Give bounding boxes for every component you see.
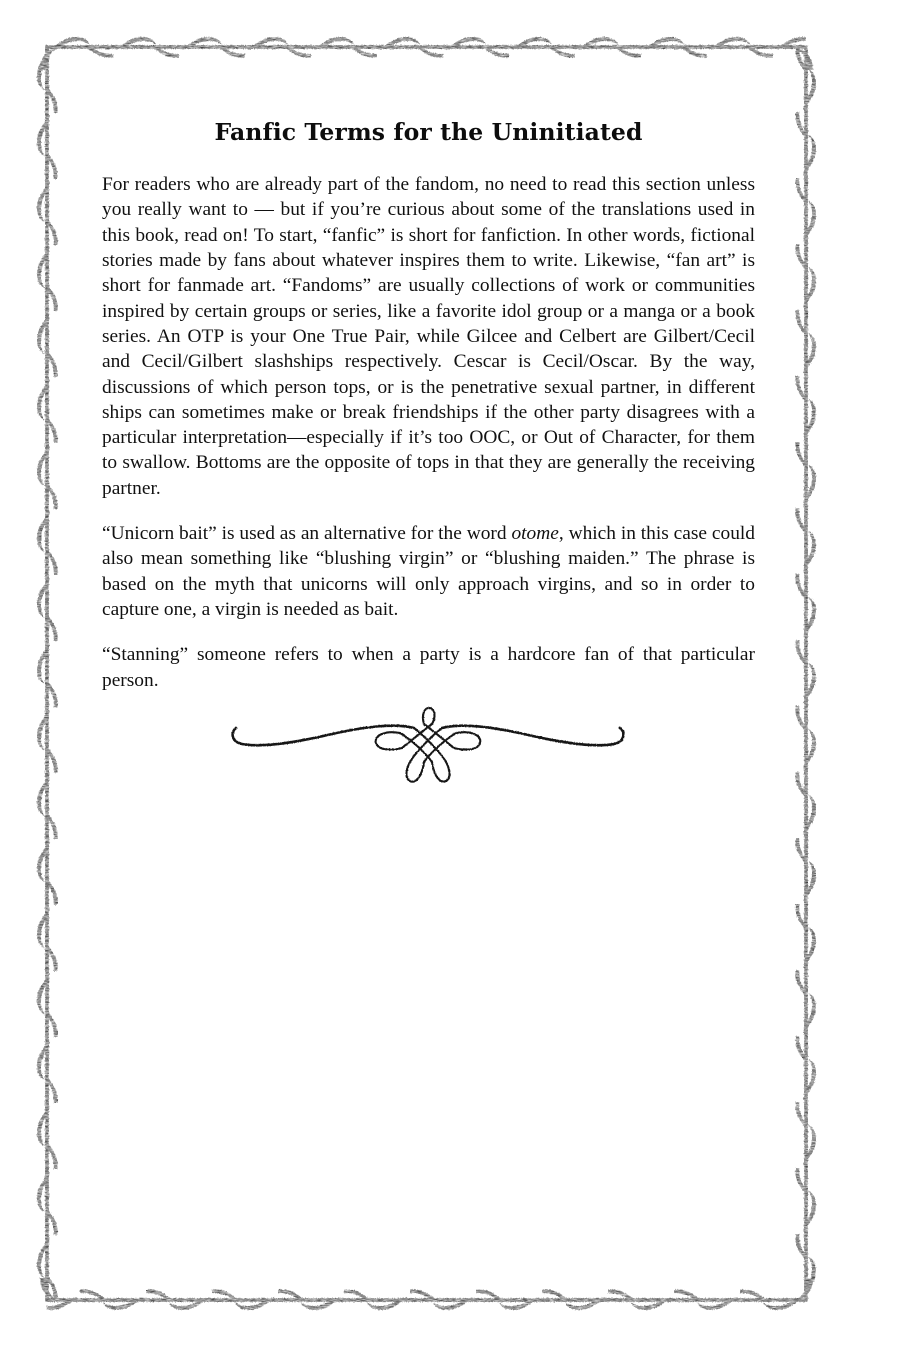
paragraph-2-italic-term: otome <box>511 523 559 545</box>
calligraphic-flourish-divider <box>228 706 628 798</box>
page-content <box>102 118 755 693</box>
body-paragraph-2 <box>102 521 755 622</box>
body-paragraph-1: For readers who are already part of the fandom, no need to read this section unless you really want to — but if you’re curious about some of the translations used in this book, read on! To start, “fanfic” is short for fanfiction. In other words, fictional stories made by fans about whatever inspires them to write. Likewise, “fan art” is short for fanmade art. “Fandoms” are usually collections of work or communities inspired by certain groups or series, like a favorite idol group or a manga or a book series. An OTP is your One True Pair, while Gilcee and Celbert are Gilbert/Cecil and Cecil/Gilbert slashships respectively. Cescar is Cecil/Oscar. By the way, discussions of which person tops, or is the penetrative sexual partner, in different ships can sometimes make or break friendships if the other party disagrees with a particular interpretation—especially if it’s too OOC, or Out of Character, for them to swallow. Bottoms are the opposite of tops in that they are generally the receiving partner. <box>102 174 755 499</box>
page-title: Fanfic Terms for the Uninitiated <box>214 118 643 146</box>
paragraph-2-text-b: , which in this case could also mean something like “blushing virgin” or “blushing maiden.” The phrase is based on the myth that unicorns will only approach virgins, and so in order to capture one, a virgin is needed as bait. <box>102 523 755 620</box>
paragraph-2-text-a: “Unicorn bait” is used as an alternative for the word <box>102 523 512 545</box>
body-paragraph-3: “Stanning” someone refers to when a party is a hardcore fan of that particular person. <box>102 644 755 691</box>
